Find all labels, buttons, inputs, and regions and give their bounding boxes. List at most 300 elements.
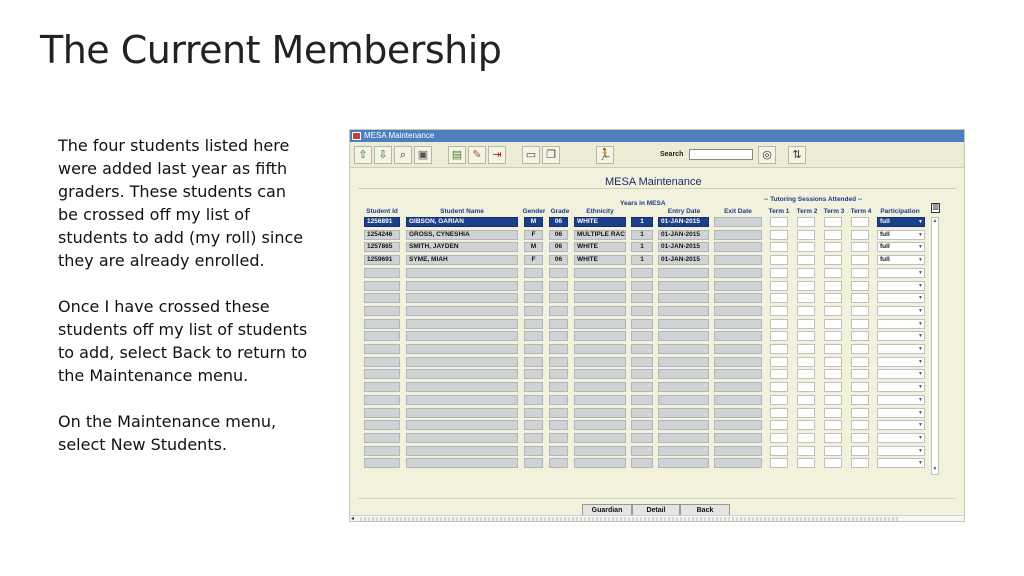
exit-icon[interactable]: ⇥ [488,146,506,164]
term-2-cell[interactable] [797,331,815,341]
ethnicity-cell[interactable] [574,293,626,303]
years-in-mesa-cell[interactable] [631,382,653,392]
entry-date-cell[interactable]: 01-JAN-2015 [658,230,709,240]
gender-cell[interactable] [524,268,543,278]
term-2-cell[interactable] [797,306,815,316]
term-3-cell[interactable] [824,217,842,227]
years-in-mesa-cell[interactable] [631,357,653,367]
save-icon[interactable]: ▣ [414,146,432,164]
exit-date-cell[interactable] [714,242,762,252]
gender-cell[interactable] [524,357,543,367]
term-4-cell[interactable] [851,433,869,443]
window-icon[interactable]: ❐ [542,146,560,164]
student-name-cell[interactable] [406,268,518,278]
term-2-cell[interactable] [797,281,815,291]
entry-date-cell[interactable]: 01-JAN-2015 [658,217,709,227]
term-1-cell[interactable] [770,268,788,278]
years-in-mesa-cell[interactable] [631,344,653,354]
term-2-cell[interactable] [797,458,815,468]
student-id-cell[interactable] [364,268,400,278]
participation-select[interactable] [877,433,925,443]
entry-date-cell[interactable] [658,357,709,367]
gender-cell[interactable] [524,319,543,329]
chevron-down-icon[interactable]: ▼ [918,410,923,416]
term-2-cell[interactable] [797,268,815,278]
vertical-scrollbar[interactable] [931,217,939,475]
participation-select[interactable] [877,446,925,456]
exit-date-cell[interactable] [714,446,762,456]
exit-date-cell[interactable] [714,230,762,240]
student-id-cell[interactable] [364,306,400,316]
gender-cell[interactable] [524,306,543,316]
guardian-button[interactable]: Guardian [582,504,632,518]
grade-cell[interactable] [549,446,568,456]
student-id-cell[interactable] [364,408,400,418]
back-button[interactable]: Back [680,504,730,518]
years-in-mesa-cell[interactable] [631,458,653,468]
gender-cell[interactable] [524,446,543,456]
term-1-cell[interactable] [770,217,788,227]
scroll-down-icon[interactable]: ▼ [932,466,938,472]
student-name-cell[interactable]: SMITH, JAYDEN [406,242,518,252]
term-3-cell[interactable] [824,293,842,303]
scroll-track[interactable] [360,517,900,522]
term-4-cell[interactable] [851,268,869,278]
grade-cell[interactable] [549,331,568,341]
term-4-cell[interactable] [851,357,869,367]
ethnicity-cell[interactable] [574,268,626,278]
gender-cell[interactable]: M [524,217,543,227]
term-1-cell[interactable] [770,382,788,392]
term-2-cell[interactable] [797,420,815,430]
student-id-cell[interactable] [364,433,400,443]
years-in-mesa-cell[interactable] [631,281,653,291]
term-2-cell[interactable] [797,382,815,392]
term-3-cell[interactable] [824,382,842,392]
participation-select[interactable] [877,319,925,329]
grade-cell[interactable] [549,306,568,316]
term-1-cell[interactable] [770,369,788,379]
term-4-cell[interactable] [851,242,869,252]
grade-cell[interactable]: 06 [549,242,568,252]
gender-cell[interactable] [524,344,543,354]
ethnicity-cell[interactable] [574,408,626,418]
term-1-cell[interactable] [770,331,788,341]
term-4-cell[interactable] [851,331,869,341]
participation-select[interactable] [877,458,925,468]
chevron-down-icon[interactable]: ▼ [918,384,923,390]
term-3-cell[interactable] [824,331,842,341]
grade-cell[interactable]: 06 [549,217,568,227]
term-2-cell[interactable] [797,408,815,418]
exit-date-cell[interactable] [714,217,762,227]
chevron-down-icon[interactable]: ▼ [918,270,923,276]
entry-date-cell[interactable] [658,382,709,392]
term-2-cell[interactable] [797,446,815,456]
entry-date-cell[interactable] [658,433,709,443]
participation-select[interactable] [877,382,925,392]
term-2-cell[interactable] [797,369,815,379]
scroll-left-icon[interactable]: ◂ [351,516,355,522]
term-4-cell[interactable] [851,369,869,379]
entry-date-cell[interactable]: 01-JAN-2015 [658,255,709,265]
term-4-cell[interactable] [851,255,869,265]
clipboard-icon[interactable]: ▤ [448,146,466,164]
grade-cell[interactable] [549,281,568,291]
student-name-cell[interactable] [406,458,518,468]
ethnicity-cell[interactable]: WHITE [574,242,626,252]
student-id-cell[interactable] [364,319,400,329]
term-2-cell[interactable] [797,395,815,405]
ethnicity-cell[interactable] [574,420,626,430]
chevron-down-icon[interactable]: ▼ [918,219,923,225]
term-1-cell[interactable] [770,433,788,443]
term-2-cell[interactable] [797,255,815,265]
chevron-down-icon[interactable]: ▼ [918,321,923,327]
grade-cell[interactable] [549,408,568,418]
gender-cell[interactable] [524,293,543,303]
term-3-cell[interactable] [824,255,842,265]
student-name-cell[interactable] [406,281,518,291]
term-1-cell[interactable] [770,281,788,291]
term-4-cell[interactable] [851,293,869,303]
student-id-cell[interactable]: 1259691 [364,255,400,265]
term-4-cell[interactable] [851,458,869,468]
entry-date-cell[interactable] [658,408,709,418]
years-in-mesa-cell[interactable]: 1 [631,230,653,240]
term-2-cell[interactable] [797,319,815,329]
scroll-up-icon[interactable]: ▲ [932,218,938,224]
grade-cell[interactable] [549,319,568,329]
participation-select[interactable] [877,395,925,405]
participation-select[interactable] [877,331,925,341]
gender-cell[interactable] [524,369,543,379]
search-input[interactable] [689,149,753,160]
chevron-down-icon[interactable]: ▼ [918,283,923,289]
term-3-cell[interactable] [824,306,842,316]
gender-cell[interactable] [524,458,543,468]
ethnicity-cell[interactable] [574,357,626,367]
years-in-mesa-cell[interactable] [631,306,653,316]
student-id-cell[interactable] [364,281,400,291]
ethnicity-cell[interactable] [574,331,626,341]
student-name-cell[interactable] [406,319,518,329]
years-in-mesa-cell[interactable] [631,395,653,405]
chevron-down-icon[interactable]: ▼ [918,295,923,301]
student-id-cell[interactable] [364,293,400,303]
gender-cell[interactable]: F [524,255,543,265]
participation-select[interactable] [877,369,925,379]
student-id-cell[interactable]: 1256891 [364,217,400,227]
student-name-cell[interactable] [406,357,518,367]
chevron-down-icon[interactable]: ▼ [918,397,923,403]
term-1-cell[interactable] [770,420,788,430]
participation-select[interactable] [877,344,925,354]
entry-date-cell[interactable] [658,446,709,456]
term-3-cell[interactable] [824,268,842,278]
term-1-cell[interactable] [770,242,788,252]
exit-date-cell[interactable] [714,395,762,405]
search-target-icon[interactable]: ◎ [758,146,776,164]
gender-cell[interactable] [524,433,543,443]
term-4-cell[interactable] [851,230,869,240]
chevron-down-icon[interactable]: ▼ [918,359,923,365]
entry-date-cell[interactable] [658,369,709,379]
grade-cell[interactable] [549,458,568,468]
student-name-cell[interactable]: GROSS, CYNESHIA [406,230,518,240]
term-1-cell[interactable] [770,446,788,456]
term-3-cell[interactable] [824,230,842,240]
term-1-cell[interactable] [770,230,788,240]
gender-cell[interactable]: M [524,242,543,252]
exit-date-cell[interactable] [714,382,762,392]
student-name-cell[interactable] [406,433,518,443]
arrow-down-icon[interactable]: ⇩ [374,146,392,164]
term-4-cell[interactable] [851,446,869,456]
ethnicity-cell[interactable] [574,382,626,392]
ethnicity-cell[interactable]: MULTIPLE RAC [574,230,626,240]
years-in-mesa-cell[interactable] [631,369,653,379]
ethnicity-cell[interactable] [574,433,626,443]
term-2-cell[interactable] [797,242,815,252]
ethnicity-cell[interactable] [574,395,626,405]
term-2-cell[interactable] [797,344,815,354]
binoculars-icon[interactable]: ⌕ [394,146,412,164]
ethnicity-cell[interactable] [574,369,626,379]
student-name-cell[interactable] [406,331,518,341]
participation-select[interactable] [877,281,925,291]
entry-date-cell[interactable] [658,306,709,316]
term-4-cell[interactable] [851,408,869,418]
entry-date-cell[interactable] [658,395,709,405]
exit-date-cell[interactable] [714,255,762,265]
grade-cell[interactable] [549,382,568,392]
student-name-cell[interactable]: SYME, MIAH [406,255,518,265]
chevron-down-icon[interactable]: ▼ [918,346,923,352]
ethnicity-cell[interactable] [574,458,626,468]
years-in-mesa-cell[interactable]: 1 [631,255,653,265]
chevron-down-icon[interactable]: ▼ [918,333,923,339]
chevron-down-icon[interactable]: ▼ [918,232,923,238]
term-3-cell[interactable] [824,408,842,418]
grade-cell[interactable] [549,369,568,379]
grade-cell[interactable] [549,344,568,354]
gender-cell[interactable]: F [524,230,543,240]
ethnicity-cell[interactable]: WHITE [574,255,626,265]
chevron-down-icon[interactable]: ▼ [918,244,923,250]
student-name-cell[interactable] [406,446,518,456]
entry-date-cell[interactable] [658,319,709,329]
student-name-cell[interactable] [406,382,518,392]
exit-date-cell[interactable] [714,369,762,379]
term-3-cell[interactable] [824,458,842,468]
grade-cell[interactable] [549,420,568,430]
term-1-cell[interactable] [770,458,788,468]
student-id-cell[interactable] [364,395,400,405]
years-in-mesa-cell[interactable] [631,408,653,418]
ethnicity-cell[interactable] [574,446,626,456]
exit-date-cell[interactable] [714,281,762,291]
chevron-down-icon[interactable]: ▼ [918,422,923,428]
term-2-cell[interactable] [797,433,815,443]
years-in-mesa-cell[interactable] [631,420,653,430]
term-4-cell[interactable] [851,319,869,329]
entry-date-cell[interactable] [658,293,709,303]
term-4-cell[interactable] [851,382,869,392]
grade-cell[interactable]: 06 [549,230,568,240]
chevron-down-icon[interactable]: ▼ [918,371,923,377]
student-name-cell[interactable] [406,408,518,418]
ethnicity-cell[interactable] [574,344,626,354]
chevron-down-icon[interactable]: ▼ [918,460,923,466]
student-id-cell[interactable] [364,458,400,468]
term-1-cell[interactable] [770,306,788,316]
entry-date-cell[interactable]: 01-JAN-2015 [658,242,709,252]
student-name-cell[interactable] [406,395,518,405]
years-in-mesa-cell[interactable] [631,446,653,456]
student-name-cell[interactable] [406,420,518,430]
gender-cell[interactable] [524,408,543,418]
grade-cell[interactable] [549,268,568,278]
exit-date-cell[interactable] [714,458,762,468]
student-id-cell[interactable] [364,331,400,341]
edit-icon[interactable]: ✎ [468,146,486,164]
exit-date-cell[interactable] [714,420,762,430]
print-preview-icon[interactable]: ▭ [522,146,540,164]
exit-date-cell[interactable] [714,331,762,341]
entry-date-cell[interactable] [658,458,709,468]
participation-select[interactable] [877,408,925,418]
chevron-down-icon[interactable]: ▼ [918,435,923,441]
entry-date-cell[interactable] [658,281,709,291]
student-name-cell[interactable] [406,306,518,316]
gender-cell[interactable] [524,395,543,405]
term-2-cell[interactable] [797,217,815,227]
student-name-cell[interactable] [406,369,518,379]
participation-select[interactable] [877,230,925,240]
term-1-cell[interactable] [770,255,788,265]
entry-date-cell[interactable] [658,268,709,278]
term-1-cell[interactable] [770,293,788,303]
student-id-cell[interactable] [364,382,400,392]
term-2-cell[interactable] [797,293,815,303]
participation-select[interactable] [877,306,925,316]
term-4-cell[interactable] [851,306,869,316]
ethnicity-cell[interactable]: WHITE [574,217,626,227]
gender-cell[interactable] [524,382,543,392]
exit-date-cell[interactable] [714,268,762,278]
grade-cell[interactable] [549,433,568,443]
term-4-cell[interactable] [851,420,869,430]
exit-date-cell[interactable] [714,293,762,303]
years-in-mesa-cell[interactable] [631,433,653,443]
term-3-cell[interactable] [824,357,842,367]
student-id-cell[interactable] [364,357,400,367]
years-in-mesa-cell[interactable]: 1 [631,242,653,252]
term-4-cell[interactable] [851,281,869,291]
participation-select[interactable] [877,255,925,265]
grade-cell[interactable] [549,293,568,303]
entry-date-cell[interactable] [658,420,709,430]
student-name-cell[interactable]: GIBSON, GARIAN [406,217,518,227]
horizontal-scrollbar[interactable] [350,515,965,522]
grade-cell[interactable] [549,357,568,367]
participation-select[interactable] [877,217,925,227]
exit-date-cell[interactable] [714,344,762,354]
grid-icon[interactable]: ▥ [932,204,939,211]
exit-date-cell[interactable] [714,433,762,443]
entry-date-cell[interactable] [658,344,709,354]
runner-icon[interactable]: 🏃 [596,146,614,164]
student-id-cell[interactable] [364,420,400,430]
gender-cell[interactable] [524,331,543,341]
term-3-cell[interactable] [824,242,842,252]
gender-cell[interactable] [524,420,543,430]
exit-date-cell[interactable] [714,319,762,329]
participation-select[interactable] [877,293,925,303]
term-3-cell[interactable] [824,446,842,456]
ethnicity-cell[interactable] [574,306,626,316]
detail-button[interactable]: Detail [632,504,680,518]
term-3-cell[interactable] [824,281,842,291]
term-1-cell[interactable] [770,319,788,329]
term-4-cell[interactable] [851,344,869,354]
years-in-mesa-cell[interactable]: 1 [631,217,653,227]
exit-date-cell[interactable] [714,306,762,316]
student-name-cell[interactable] [406,344,518,354]
participation-select[interactable] [877,268,925,278]
student-id-cell[interactable]: 1254246 [364,230,400,240]
student-name-cell[interactable] [406,293,518,303]
years-in-mesa-cell[interactable] [631,268,653,278]
participation-select[interactable] [877,420,925,430]
ethnicity-cell[interactable] [574,319,626,329]
years-in-mesa-cell[interactable] [631,331,653,341]
sort-icon[interactable]: ⇅ [788,146,806,164]
term-3-cell[interactable] [824,433,842,443]
term-4-cell[interactable] [851,217,869,227]
chevron-down-icon[interactable]: ▼ [918,257,923,263]
student-id-cell[interactable] [364,369,400,379]
years-in-mesa-cell[interactable] [631,319,653,329]
chevron-down-icon[interactable]: ▼ [918,308,923,314]
term-2-cell[interactable] [797,230,815,240]
participation-select[interactable] [877,242,925,252]
chevron-down-icon[interactable]: ▼ [918,448,923,454]
ethnicity-cell[interactable] [574,281,626,291]
exit-date-cell[interactable] [714,408,762,418]
student-id-cell[interactable]: 1257865 [364,242,400,252]
term-1-cell[interactable] [770,357,788,367]
term-3-cell[interactable] [824,420,842,430]
term-4-cell[interactable] [851,395,869,405]
term-3-cell[interactable] [824,395,842,405]
entry-date-cell[interactable] [658,331,709,341]
student-id-cell[interactable] [364,446,400,456]
term-3-cell[interactable] [824,369,842,379]
student-id-cell[interactable] [364,344,400,354]
years-in-mesa-cell[interactable] [631,293,653,303]
gender-cell[interactable] [524,281,543,291]
arrow-up-icon[interactable]: ⇧ [354,146,372,164]
grade-cell[interactable]: 06 [549,255,568,265]
term-3-cell[interactable] [824,344,842,354]
grade-cell[interactable] [549,395,568,405]
term-1-cell[interactable] [770,395,788,405]
participation-select[interactable] [877,357,925,367]
term-1-cell[interactable] [770,408,788,418]
term-2-cell[interactable] [797,357,815,367]
